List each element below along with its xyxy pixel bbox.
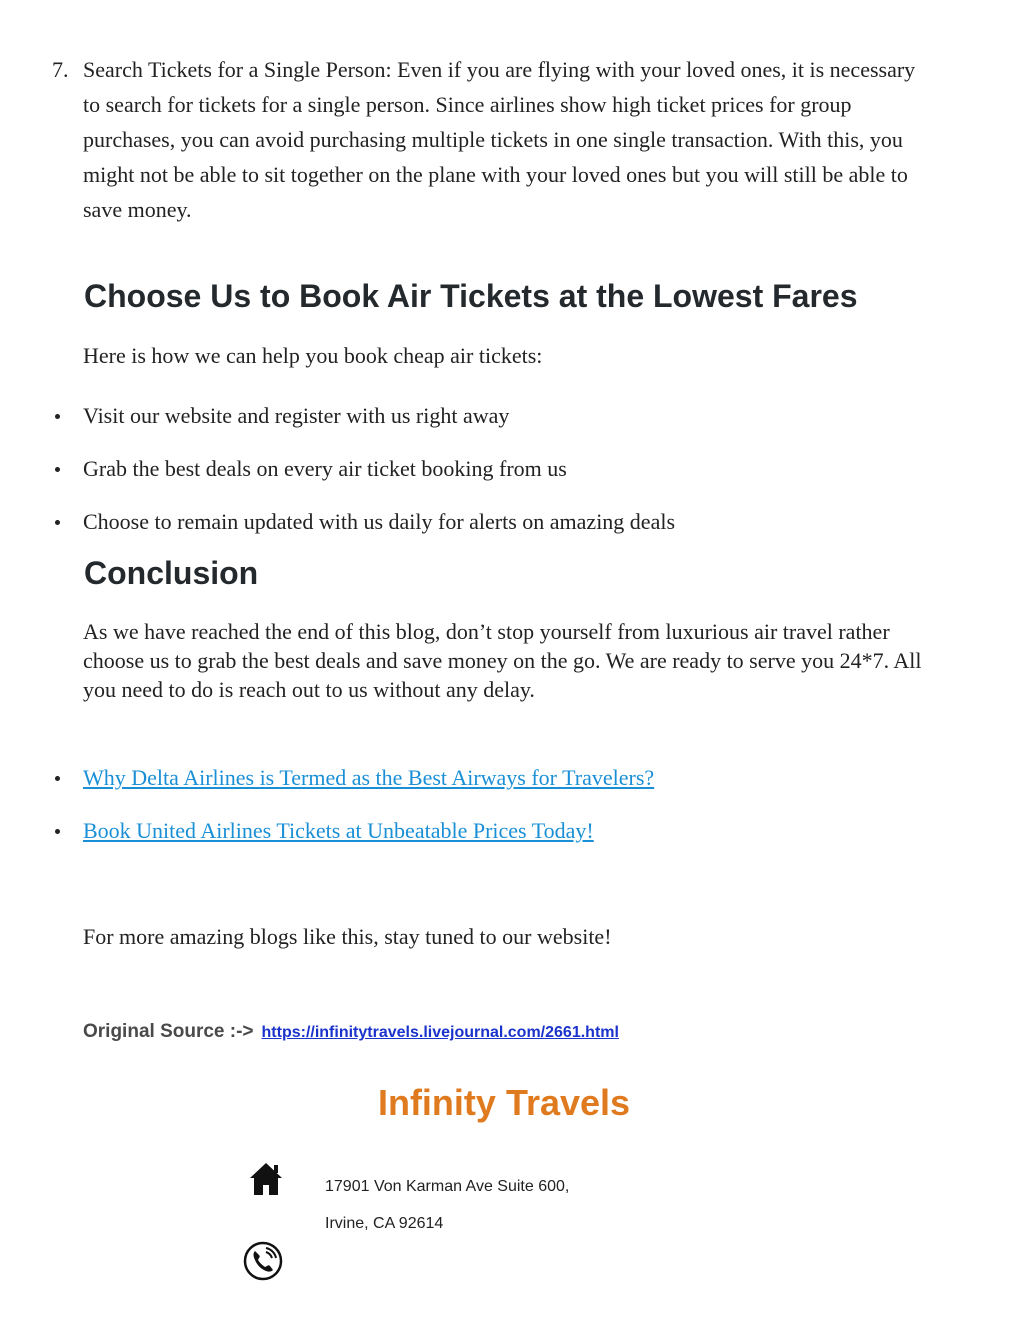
conclusion-paragraph: As we have reached the end of this blog, don’t stop yourself from luxurious air travel rather choose us to grab the best deals and save money on the go. We are ready to serve you 24*7. All you need to do is reach out to us without any delay. [83, 619, 922, 702]
intro-paragraph: Here is how we can help you book cheap air tickets: [83, 343, 543, 368]
numbered-item-7 [50, 52, 930, 227]
list-item-text: Visit our website and register with us right away [83, 403, 510, 428]
related-link-delta[interactable]: Why Delta Airlines is Termed as the Best Airways for Travelers? [83, 765, 655, 790]
brand-name: Infinity Travels [377, 1082, 631, 1123]
source-label: Original Source :-> [83, 1021, 254, 1042]
phone-icon [242, 1240, 284, 1282]
original-source [83, 1021, 619, 1043]
bullet-icon [55, 467, 60, 472]
bullet-icon [55, 776, 60, 781]
list-item [50, 452, 567, 486]
bullet-icon [55, 520, 60, 525]
source-link[interactable]: https://infinitytravels.livejournal.com/2661.html [261, 1024, 619, 1041]
list-item [50, 399, 509, 433]
bullet-icon [55, 414, 60, 419]
list-item-text: Choose to remain updated with us daily for alerts on amazing deals [83, 509, 676, 534]
section-heading-choose-us: Choose Us to Book Air Tickets at the Lowest Fares [84, 278, 858, 314]
item-text: Search Tickets for a Single Person: Even if you are flying with your loved ones, it is necessary to search for tickets for a single person. Since airlines show high ticket prices for group purchases, you can avoid purchasing multiple tickets in one single transaction. With this, you might not be able to sit together on the plane with your loved ones but you will still be able to save money. [83, 57, 916, 222]
closing-paragraph: For more amazing blogs like this, stay tuned to our website! [83, 924, 612, 949]
related-link-united[interactable]: Book United Airlines Tickets at Unbeatable Prices Today! [83, 818, 594, 843]
bullet-icon [55, 829, 60, 834]
item-number: 7. [52, 57, 69, 82]
related-link-item [50, 814, 594, 848]
home-icon [248, 1161, 284, 1197]
address-line-1: 17901 Von Karman Ave Suite 600, [325, 1178, 570, 1195]
address-line-2: Irvine, CA 92614 [325, 1215, 444, 1232]
related-link-item [50, 761, 654, 795]
list-item [50, 505, 675, 539]
section-heading-conclusion: Conclusion [84, 555, 259, 591]
list-item-text: Grab the best deals on every air ticket booking from us [83, 456, 567, 481]
